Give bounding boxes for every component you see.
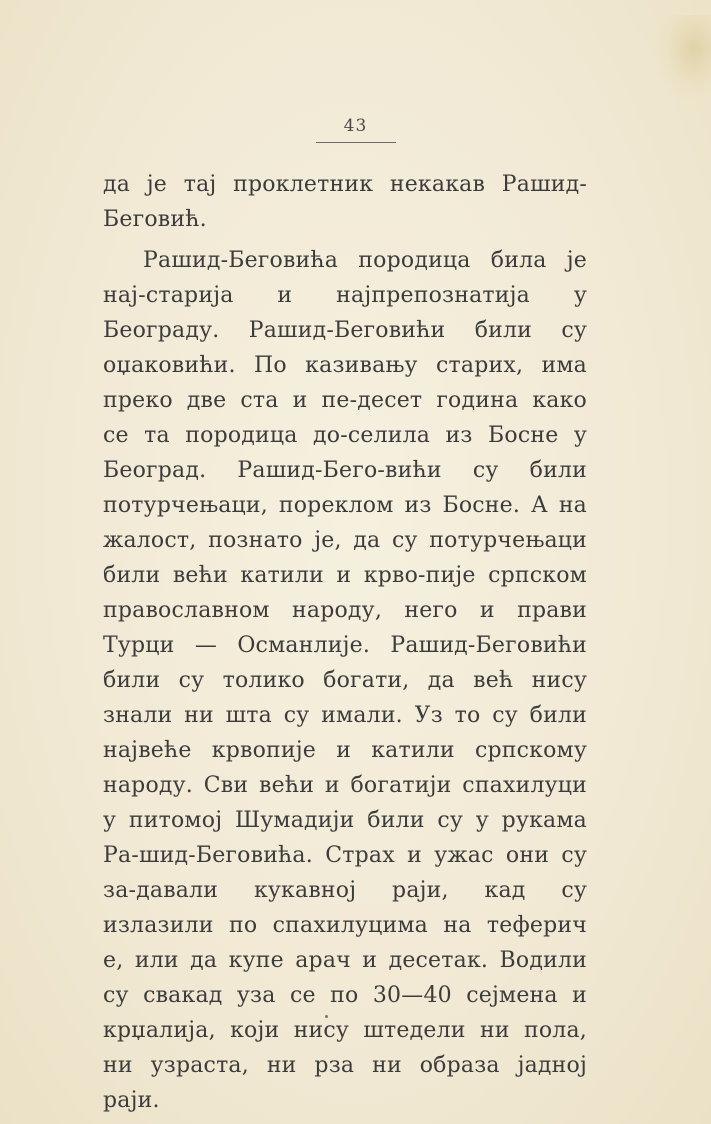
paragraph-rashid-begovic-family: Рашид-Беговића породица била је нај-старија и најпрепознатија у Београду. Рашид-Беговићи били су оџаковићи. По казивању старих, има преко две ста и пе-десет година како се та породица до-селила из Босне у Београд. Рашид-Бего-вићи су били потурчењаци, пореклом из Босне. А на жалост, познато је, да су потурчењаци били већи катили и крво-пије српском православном народу, него и прави Турци — Османлије. Рашид-Беговићи били су толико богати, да већ нису знали ни шта су имали. Уз то су били највеће крвопије и катили српскому народу. Сви већи и богатији спахилуци у питомој Шумадији били су у рукама Ра-шид-Беговића. Страх и ужас они су за-давали кукавној раји, кад су излазили по спахилуцима на теферич е, или да купе арач и десетак. Водили су свакад уза се по 30—40 сејмена и крџалија, који нису штедели ни пола, ни узраста, ни рза ни образа јадној раји. [103,248,587,1113]
paragraph-continuation: да је тај проклетник некакав Рашид-Беговић. [103,172,587,232]
paper-stain [656,15,711,100]
page-header [0,116,711,143]
header-rule [316,142,396,143]
page-number: 43 [343,116,368,136]
ink-speck [325,1015,328,1018]
body-text [103,167,587,1118]
